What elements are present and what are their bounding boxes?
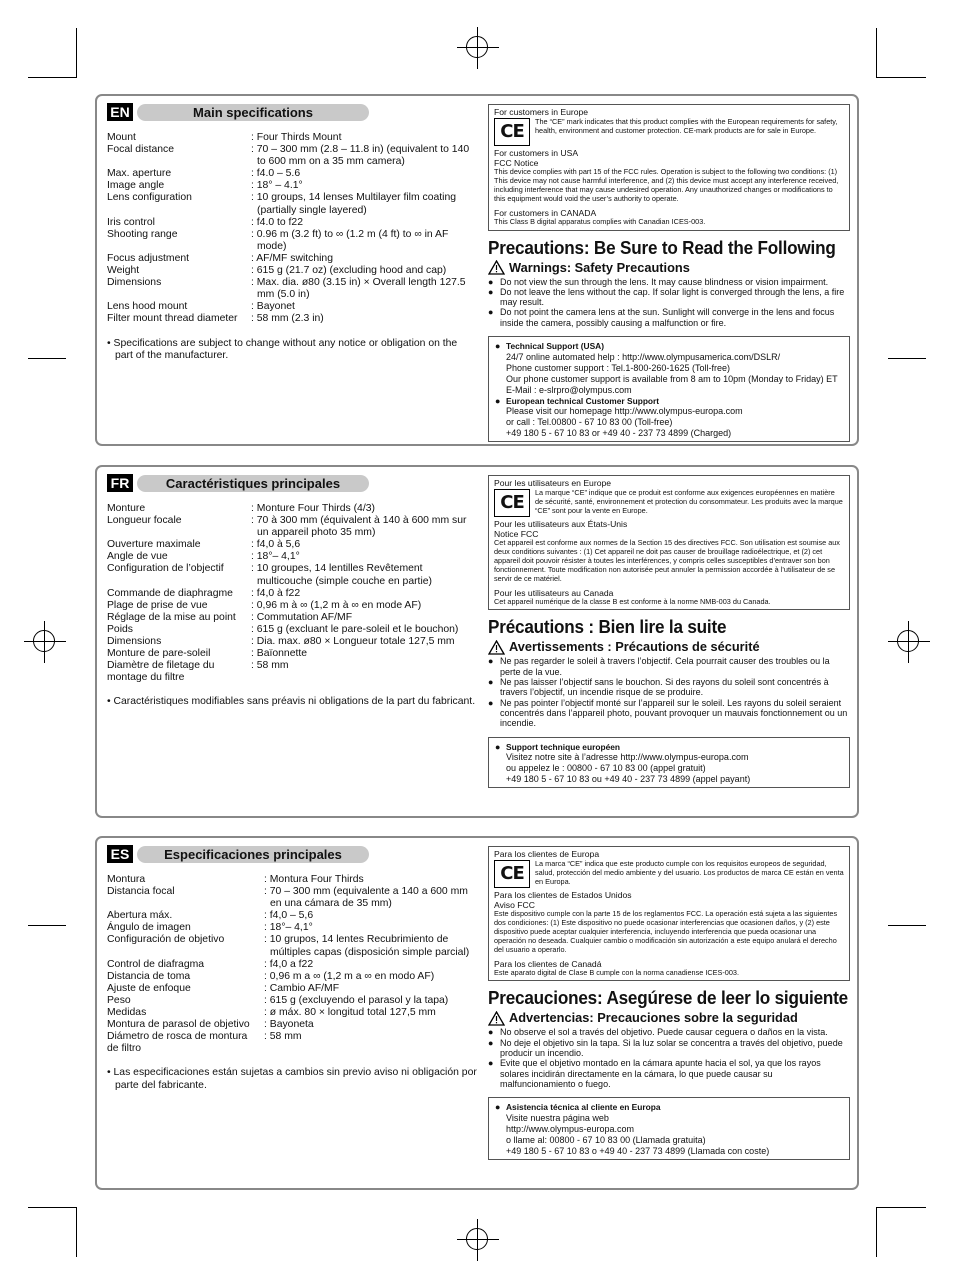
language-badge: ES [107, 845, 133, 863]
registration-mark-right [897, 630, 919, 652]
spec-label: Mount [107, 132, 136, 143]
bullet-icon: ● [495, 341, 501, 352]
spec-row [107, 144, 477, 168]
spec-value: : 10 groups, 14 lenses Multilayer film coating (partially single layered) [251, 192, 457, 216]
spec-label: Montura de parasol de objetivo [107, 1019, 250, 1031]
spec-value: : 70 – 300 mm (2.8 – 11.8 in) (equivalent to 140 to 600 mm on a 35 mm camera) [251, 144, 470, 168]
spec-list [107, 503, 477, 684]
warning-text: No deje el objetivo sin la tapa. Si la luz solar se concentra a través del objetivo, puede producir un incendio. [500, 1037, 843, 1059]
spec-label: Lens hood mount [107, 301, 188, 313]
support-heading [495, 341, 843, 352]
spec-value: : 10 groupes, 14 lentilles Revêtement multicouche (simple couche en partie) [251, 563, 432, 587]
fcc-text: Cet appareil est conforme aux normes de la Section 15 des directives FCC. Son utilisation est soumise aux deux conditions suivantes : (1) Cet appareil ne doit pas causer de brouillage radioélectrique, et (2) cet appareil doit pouvoir résister à toutes les interférences, y compris celles susceptibles d’entraver son bon fonctionnement. Toute modification non autorisée peut annuler la permission accordée à l’utilisateur de se servir de ce matériel. [494, 538, 840, 583]
spec-row [107, 168, 477, 180]
bullet-icon: ● [495, 395, 501, 406]
fcc-heading: Aviso FCC [494, 900, 535, 910]
support-line: or call : Tel.00800 - 67 10 83 00 (Toll-free) [506, 417, 673, 428]
canada-heading: For customers in CANADA [494, 207, 597, 218]
compliance-box [488, 104, 850, 231]
panel-english [95, 94, 859, 446]
spec-label: Longueur focale [107, 515, 182, 527]
compliance-box [488, 475, 850, 610]
support-box [488, 336, 850, 442]
spec-title: Main specifications [137, 104, 369, 121]
spec-label: Lens configuration [107, 192, 192, 204]
spec-row [107, 1031, 477, 1055]
spec-label: Focus adjustment [107, 252, 190, 264]
spec-label: Ouverture maximale [107, 539, 201, 551]
warning-text: Do not leave the lens without the cap. If solar light is converged through the lens, a fire may result. [500, 286, 845, 308]
usa-heading: Para los clientes de Estados Unidos [494, 890, 632, 900]
bullet-icon: ● [495, 1102, 501, 1113]
crop-mark [28, 358, 66, 359]
panel-french [95, 465, 859, 818]
spec-value: : f4.0 – 5.6 [251, 168, 301, 180]
usa-heading: Pour les utilisateurs aux États-Unis [494, 519, 628, 529]
spec-value: : ø máx. 80 × longitud total 127,5 mm [264, 1007, 436, 1019]
eu-text: The “CE” mark indicates that this product complies with the European requirements for safety, health, environment and customer protection. CE-mark products are for sale in Europe. [535, 117, 838, 135]
spec-label: Peso [107, 994, 131, 1006]
fcc-text: Este dispositivo cumple con la parte 15 de los reglamentos FCC. La operación está sujeta a las siguientes dos condiciones: (1) Este dispositivo no puede ocasionar interferencias que ocasionen daños, y (2) este dispositivo puede aceptar cualquier interferencia, incluyendo interferencia que pueda ocasionar una operación no deseada. Cualquier cambio o modificación sin autorización a este equipo anulará el derecho del usuario a operarlo. [494, 909, 838, 954]
support-line: 24/7 online automated help : http://www.olympusamerica.com/DSLR/ [506, 351, 781, 362]
spec-value: : 70 – 300 mm (equivalente a 140 a 600 mm en una cámara de 35 mm) [264, 886, 468, 910]
spec-row [107, 588, 477, 600]
spec-label: Poids [107, 623, 133, 635]
bullet-icon: ● [495, 741, 501, 752]
spec-value: : Commutation AF/MF [251, 611, 353, 623]
spec-value: : 58 mm [251, 660, 289, 672]
spec-row [107, 636, 477, 648]
warning-text: Evite que el objetivo montado en la cámara apunte hacia el sol, ya que los rayos solares incidirán directamente en la cámara, lo que puede causar su malfuncionamiento o fuego. [500, 1058, 821, 1089]
warning-text: No observe el sol a través del objetivo. Puede causar ceguera o daños en la vista. [500, 1027, 828, 1038]
ce-mark-icon: CE [494, 489, 530, 517]
warning-text: Do not point the camera lens at the sun. Sunlight will converge in the lens and focus inside the camera, possibly causing a malfunction or fire. [500, 307, 835, 328]
spec-row [107, 660, 477, 684]
crop-mark [876, 1207, 926, 1208]
spec-label: Distancia focal [107, 886, 175, 898]
spec-row [107, 132, 477, 144]
canada-heading: Para los clientes de Canadá [494, 958, 602, 969]
notices-fr [488, 475, 850, 788]
warning-item [488, 277, 850, 287]
crop-mark [876, 1207, 877, 1257]
canada-text: Este aparato digital de Clase B cumple con la norma canadiense ICES-003. [494, 967, 739, 977]
spec-label: Réglage de la mise au point [107, 611, 236, 623]
spec-row [107, 229, 477, 253]
crop-mark [28, 77, 77, 78]
spec-label: Configuration de l’objectif [107, 563, 224, 575]
spec-row [107, 910, 477, 922]
spec-value: : f4,0 – 5,6 [264, 910, 314, 922]
registration-mark-bottom [466, 1228, 488, 1250]
spec-row [107, 253, 477, 265]
warning-icon [488, 1011, 505, 1026]
spec-row [107, 277, 477, 301]
warnings-title: Avertissements : Précautions de sécurité [488, 639, 850, 655]
warnings-list [488, 1027, 850, 1089]
usa-heading: For customers in USA [494, 148, 579, 158]
fcc-heading: FCC Notice [494, 158, 539, 168]
spec-value: : 615 g (excluyendo el parasol y la tapa) [264, 994, 449, 1006]
support-line: Our phone customer support is available from 8 am to 10pm (Monday to Friday) ET [506, 373, 838, 384]
bullet-icon: ● [488, 677, 494, 688]
warning-item [488, 287, 850, 308]
spec-label: Angle de vue [107, 551, 168, 563]
spec-label: Distancia de toma [107, 970, 191, 982]
warning-icon [488, 640, 505, 655]
spec-row [107, 539, 477, 551]
spec-row [107, 886, 477, 910]
fcc-text: This device complies with part 15 of the FCC rules. Operation is subject to the following two conditions: (1) This device may not cause harmful interference, and (2) this device must accept any interference received, including interference that may cause undesired operation. Any unauthorized changes or modifications to this equipment would void the user’s authority to operate. [494, 167, 839, 203]
spec-title: Caractéristiques principales [137, 475, 369, 492]
spec-row [107, 551, 477, 563]
canada-heading: Pour les utilisateurs au Canada [494, 587, 614, 598]
warning-text: Ne pas regarder le soleil à travers l’objectif. Cela pourrait causer des troubles ou la perte de la vue. [500, 656, 830, 677]
spec-label: Filter mount thread diameter [107, 313, 238, 325]
warning-text: Do not view the sun through the lens. It may cause blindness or vision impairment. [500, 276, 829, 287]
crop-mark [888, 925, 926, 926]
spec-row [107, 874, 477, 886]
spec-title: Especificaciones principales [137, 846, 369, 863]
spec-row [107, 648, 477, 660]
specifications-en [107, 103, 477, 363]
eu-text: La marca “CE” indica que este producto cumple con los requisitos europeos de seguridad, salud, protección del medio ambiente y del usuario. Los productos de marca CE están en venta en Europa. [535, 859, 844, 886]
spec-value: : 18° – 4.1° [251, 180, 303, 192]
support-heading [495, 1102, 843, 1113]
spec-value: : f4,0 à f22 [251, 587, 301, 599]
canada-text: This Class B digital apparatus complies with Canadian ICES-003. [494, 216, 706, 226]
spec-row [107, 1019, 477, 1031]
fcc-heading: Notice FCC [494, 529, 539, 539]
spec-row [107, 922, 477, 934]
language-badge: EN [107, 103, 133, 121]
registration-mark-top [466, 36, 488, 58]
spec-value: : Baïonnette [251, 648, 308, 660]
spec-label: Monture [107, 503, 146, 514]
spec-list [107, 874, 477, 1055]
specifications-es [107, 845, 477, 1092]
registration-mark-left [33, 630, 55, 652]
spec-label: Commande de diaphragme [107, 587, 233, 599]
support-title: Support technique européen [506, 741, 620, 752]
spec-label: Image angle [107, 180, 165, 192]
notices-en [488, 104, 850, 442]
crop-mark [28, 925, 66, 926]
support-line: o llame al: 00800 - 67 10 83 00 (Llamada gratuita) [506, 1134, 706, 1145]
spec-value: : Four Thirds Mount [251, 132, 342, 143]
support-line: Visite nuestra página web [506, 1113, 609, 1124]
spec-note: • Caractéristiques modifiables sans préavis ni obligations de la part du fabricant. [107, 696, 476, 708]
warning-item [488, 1027, 850, 1037]
spec-row [107, 1007, 477, 1019]
spec-label: Abertura máx. [107, 910, 173, 922]
spec-value: : 58 mm [264, 1031, 302, 1043]
canada-text: Cet appareil numérique de la classe B est conforme à la norme NMB-003 du Canada. [494, 596, 771, 606]
support-line: +49 180 5 - 67 10 83 ou +49 40 - 237 73 4899 (appel payant) [506, 774, 751, 785]
precautions-title: Precautions: Be Sure to Read the Following [488, 236, 836, 258]
spec-label: Diamètre de filetage du montage du filtre [107, 660, 215, 684]
eu-heading: Pour les utilisateurs en Europe [494, 478, 612, 488]
warning-item [488, 698, 850, 729]
warnings-title: Advertencias: Precauciones sobre la seguridad [488, 1010, 850, 1026]
support-line: +49 180 5 - 67 10 83 o +49 40 - 237 73 4899 (Llamada con coste) [506, 1145, 770, 1156]
spec-value: : 10 grupos, 14 lentes Recubrimiento de múltiples capas (disposición simple parcial) [264, 934, 470, 958]
spec-value: : Max. dia. ø80 (3.15 in) × Overall length 127.5 mm (5.0 in) [251, 277, 466, 301]
warning-item [488, 656, 850, 677]
ce-mark-icon: CE [494, 860, 530, 888]
eu-heading: For customers in Europe [494, 107, 589, 117]
spec-label: Monture de pare-soleil [107, 648, 211, 660]
spec-label: Control de diafragma [107, 958, 205, 970]
spec-label: Max. aperture [107, 168, 172, 180]
spec-row [107, 515, 477, 539]
bullet-icon: ● [488, 656, 494, 667]
spec-row [107, 624, 477, 636]
spec-label: Montura [107, 874, 146, 885]
bullet-icon: ● [488, 276, 494, 287]
spec-value: : 0,96 m à ∞ (1,2 m à ∞ en mode AF) [251, 599, 422, 611]
spec-value: : 18°– 4,1° [251, 551, 300, 563]
warning-item [488, 677, 850, 698]
support-title: Technical Support (USA) [506, 341, 605, 352]
spec-label: Plage de prise de vue [107, 599, 208, 611]
spec-row [107, 600, 477, 612]
spec-row [107, 971, 477, 983]
precautions-title: Précautions : Bien lire la suite [488, 616, 727, 638]
bullet-icon: ● [488, 307, 494, 318]
spec-row [107, 313, 477, 325]
support-line: Phone customer support : Tel.1-800-260-1625 (Toll-free) [506, 362, 730, 373]
spec-label: Dimensions [107, 277, 162, 289]
spec-label: Configuración de objetivo [107, 934, 225, 946]
notices-es [488, 846, 850, 1160]
spec-value: : 615 g (excluant le pare-soleil et le bouchon) [251, 623, 459, 635]
spec-label: Diámetro de rosca de montura de filtro [107, 1031, 248, 1055]
warnings-title: Warnings: Safety Precautions [488, 260, 850, 276]
spec-note: • Specifications are subject to change without any notice or obligation on the part of the manufacturer. [107, 337, 458, 361]
spec-value: : Dia. max. ø80 × Longueur totale 127,5 mm [251, 636, 455, 648]
spec-value: : 0.96 m (3.2 ft) to ∞ (1.2 m (4 ft) to ∞ in AF mode) [251, 228, 449, 252]
spec-value: : 615 g (21.7 oz) (excluding hood and cap) [251, 265, 447, 277]
support-line: +49 180 5 - 67 10 83 or +49 40 - 237 73 4899 (Charged) [506, 428, 732, 439]
bullet-icon: ● [488, 286, 494, 297]
crop-mark [876, 28, 877, 78]
spec-row [107, 503, 477, 515]
spec-row [107, 934, 477, 958]
warning-icon [488, 260, 505, 275]
spec-label: Medidas [107, 1007, 147, 1019]
bullet-icon: ● [488, 697, 494, 708]
spec-row [107, 983, 477, 995]
spec-value: : f4.0 to f22 [251, 216, 303, 228]
support-heading [495, 396, 843, 407]
spec-value: : 58 mm (2.3 in) [251, 313, 324, 325]
spec-row [107, 563, 477, 587]
language-badge: FR [107, 474, 133, 492]
ce-mark-icon: CE [494, 118, 530, 146]
spec-row [107, 180, 477, 192]
spec-value: : Bayoneta [264, 1019, 314, 1031]
spec-row [107, 995, 477, 1007]
spec-value: : 70 à 300 mm (équivalent à 140 à 600 mm sur un appareil photo 35 mm) [251, 515, 467, 539]
crop-mark [76, 28, 77, 78]
support-line: ou appelez le : 00800 - 67 10 83 00 (appel gratuit) [506, 763, 706, 774]
compliance-box [488, 846, 850, 981]
spec-value: : Monture Four Thirds (4/3) [251, 503, 375, 514]
warning-text: Ne pas pointer l’objectif monté sur l’appareil sur le soleil. Les rayons du soleil seraient concentrés dans l’appareil photo, pouvant provoquer un mauvais fonctionnement ou un incendie. [500, 697, 848, 729]
spec-row [107, 217, 477, 229]
spec-label: Ángulo de imagen [107, 922, 191, 934]
spec-row [107, 265, 477, 277]
eu-heading: Para los clientes de Europa [494, 849, 600, 859]
spec-row [107, 192, 477, 216]
support-title: European technical Customer Support [506, 395, 660, 406]
spec-label: Dimensions [107, 636, 162, 648]
spec-row [107, 612, 477, 624]
support-line: Please visit our homepage http://www.olympus-europa.com [506, 406, 743, 417]
crop-mark [876, 77, 926, 78]
support-heading [495, 742, 843, 753]
warning-item [488, 1058, 850, 1089]
support-line: Visitez notre site à l’adresse http://www.olympus-europa.com [506, 752, 749, 763]
spec-row [107, 301, 477, 313]
spec-value: : 0,96 m a ∞ (1,2 m a ∞ en modo AF) [264, 970, 435, 982]
bullet-icon: ● [488, 1037, 494, 1048]
spec-list [107, 132, 477, 326]
precautions-title: Precauciones: Asegúrese de leer lo siguiente [488, 987, 848, 1009]
crop-mark [888, 358, 926, 359]
eu-text: La marque “CE” indique que ce produit est conforme aux exigences européennes en matière de sécurité, santé, environnement et protection du consommateur. Les produits avec la marque “CE” sont pour la vente en Europe. [535, 488, 843, 515]
support-box [488, 1097, 850, 1160]
warnings-list [488, 656, 850, 728]
support-line: http://www.olympus-europa.com [506, 1124, 635, 1135]
spec-value: : f4,0 à 5,6 [251, 539, 301, 551]
spec-label: Ajuste de enfoque [107, 982, 191, 994]
spec-value: : Cambio AF/MF [264, 982, 340, 994]
spec-value: : f4,0 a f22 [264, 958, 314, 970]
bullet-icon: ● [488, 1058, 494, 1069]
spec-note: • Las especificaciones están sujetas a cambios sin previo aviso ni obligación por parte del fabricante. [107, 1067, 477, 1091]
spec-value: : 18°– 4,1° [264, 922, 313, 934]
support-line: E-Mail : e-slrpro@olympus.com [506, 384, 632, 395]
spec-label: Shooting range [107, 228, 178, 240]
spec-row [107, 959, 477, 971]
warning-text: Ne pas laisser l’objectif sans le bouchon. Si des rayons du soleil sont concentrés à travers l’objectif, un incendie risque de se produire. [500, 677, 829, 698]
spec-label: Iris control [107, 216, 155, 228]
support-box [488, 737, 850, 789]
spec-label: Focal distance [107, 144, 174, 156]
spec-label: Weight [107, 265, 140, 277]
spec-value: : Bayonet [251, 301, 295, 313]
warnings-list [488, 277, 850, 328]
crop-mark [28, 1207, 77, 1208]
bullet-icon: ● [488, 1027, 494, 1038]
panel-spanish [95, 836, 859, 1190]
spec-value: : AF/MF switching [251, 252, 333, 264]
specifications-fr [107, 474, 477, 709]
spec-value: : Montura Four Thirds [264, 874, 364, 885]
support-title: Asistencia técnica al cliente en Europa [506, 1102, 661, 1113]
warning-item [488, 1038, 850, 1059]
warning-item [488, 307, 850, 328]
crop-mark [76, 1207, 77, 1257]
